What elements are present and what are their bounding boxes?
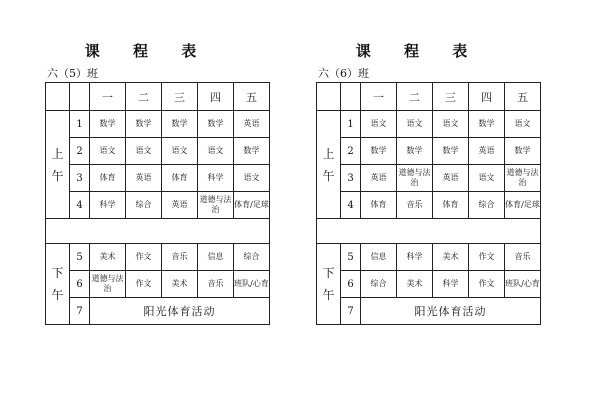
- day-header: 五: [234, 83, 270, 111]
- period-number: 2: [341, 138, 361, 165]
- header-period: [70, 83, 90, 111]
- schedule-title: 课 程 表: [355, 42, 482, 60]
- morning-label: [46, 111, 70, 219]
- header-row: [317, 83, 541, 111]
- period-number: 1: [70, 111, 90, 138]
- afternoon-label-char: 午: [322, 288, 335, 302]
- subject-cell: 作文: [126, 271, 162, 298]
- subject-cell: 道德与法治: [505, 165, 541, 192]
- period-number: 7: [70, 298, 90, 325]
- morning-label: [317, 111, 341, 219]
- subject-cell: 数学: [234, 138, 270, 165]
- subject-cell: 美术: [433, 244, 469, 271]
- subject-cell: 美术: [90, 244, 126, 271]
- subject-cell: 数学: [505, 138, 541, 165]
- subject-cell: 体育: [162, 165, 198, 192]
- subject-cell: 班队/心育: [505, 271, 541, 298]
- day-header: 一: [90, 83, 126, 111]
- period-number: 3: [341, 165, 361, 192]
- schedule-table: [45, 82, 270, 325]
- subject-cell: 作文: [126, 244, 162, 271]
- subject-cell: 语文: [90, 138, 126, 165]
- subject-cell: 体育: [90, 165, 126, 192]
- subject-cell: 体育: [433, 192, 469, 219]
- period-number: 1: [341, 111, 361, 138]
- activity-row: [46, 298, 270, 325]
- period-row: [317, 244, 541, 271]
- subject-cell: 数学: [397, 138, 433, 165]
- subject-cell: 音乐: [505, 244, 541, 271]
- morning-label-text: [46, 143, 69, 187]
- subject-cell: 道德与法治: [90, 271, 126, 298]
- subject-cell: 数学: [162, 111, 198, 138]
- period-row: [46, 244, 270, 271]
- subject-cell: 英语: [433, 165, 469, 192]
- subject-cell: 音乐: [198, 271, 234, 298]
- morning-label-text: [317, 143, 340, 187]
- subject-cell: 数学: [433, 138, 469, 165]
- period-row: [317, 138, 541, 165]
- subject-cell: 语文: [505, 111, 541, 138]
- header-period: [341, 83, 361, 111]
- subject-cell: 班队/心育: [234, 271, 270, 298]
- period-number: 7: [341, 298, 361, 325]
- subject-cell: 体育/足球: [234, 192, 270, 219]
- afternoon-label-char: 下: [322, 266, 335, 280]
- day-header: 一: [361, 83, 397, 111]
- subject-cell: 综合: [469, 192, 505, 219]
- morning-label-char: 上: [322, 146, 335, 161]
- header-row: [46, 83, 270, 111]
- period-row: [46, 111, 270, 138]
- period-number: 6: [70, 271, 90, 298]
- subject-cell: 英语: [162, 192, 198, 219]
- subject-cell: 信息: [361, 244, 397, 271]
- period-row: [46, 271, 270, 298]
- subject-cell: 体育: [361, 192, 397, 219]
- day-header: 三: [433, 83, 469, 111]
- subject-cell: 语文: [126, 138, 162, 165]
- period-row: [317, 271, 541, 298]
- day-header: 二: [126, 83, 162, 111]
- period-row: [46, 192, 270, 219]
- subject-cell: 科学: [397, 244, 433, 271]
- afternoon-label-char: 午: [51, 288, 64, 302]
- activity-label: 阳光体育活动: [90, 298, 270, 325]
- day-header: 三: [162, 83, 198, 111]
- period-number: 2: [70, 138, 90, 165]
- subject-cell: 数学: [198, 111, 234, 138]
- class-name: 六（5）班: [47, 67, 98, 80]
- subject-cell: 音乐: [162, 244, 198, 271]
- subject-cell: 体育/足球: [505, 192, 541, 219]
- subject-cell: 语文: [469, 165, 505, 192]
- afternoon-label-text: [46, 262, 69, 306]
- schedule-table: [316, 82, 541, 325]
- subject-cell: 语文: [397, 111, 433, 138]
- morning-label-char: 午: [51, 168, 64, 183]
- subject-cell: 英语: [469, 138, 505, 165]
- class-name: 六（6）班: [318, 67, 369, 80]
- period-row: [317, 111, 541, 138]
- morning-label-char: 午: [322, 168, 335, 183]
- subject-cell: 信息: [198, 244, 234, 271]
- subject-cell: 数学: [361, 138, 397, 165]
- morning-label-char: 上: [51, 146, 64, 161]
- subject-cell: 科学: [198, 165, 234, 192]
- subject-cell: 语文: [234, 165, 270, 192]
- subject-cell: 美术: [162, 271, 198, 298]
- break-row: [317, 219, 541, 244]
- period-row: [46, 165, 270, 192]
- activity-row: [317, 298, 541, 325]
- subject-cell: 美术: [397, 271, 433, 298]
- period-row: [46, 138, 270, 165]
- day-header: 二: [397, 83, 433, 111]
- day-header: 四: [469, 83, 505, 111]
- subject-cell: 英语: [361, 165, 397, 192]
- afternoon-label-char: 下: [51, 266, 64, 280]
- break-cell: [46, 219, 270, 244]
- subject-cell: 综合: [234, 244, 270, 271]
- period-row: [317, 192, 541, 219]
- subject-cell: 科学: [90, 192, 126, 219]
- break-cell: [317, 219, 541, 244]
- subject-cell: 数学: [126, 111, 162, 138]
- activity-label: 阳光体育活动: [361, 298, 541, 325]
- subject-cell: 语文: [361, 111, 397, 138]
- subject-cell: 科学: [433, 271, 469, 298]
- subject-cell: 数学: [469, 111, 505, 138]
- period-number: 4: [70, 192, 90, 219]
- header-corner: [317, 83, 341, 111]
- period-number: 4: [341, 192, 361, 219]
- day-header: 四: [198, 83, 234, 111]
- subject-cell: 作文: [469, 244, 505, 271]
- subject-cell: 作文: [469, 271, 505, 298]
- schedule-title: 课 程 表: [84, 42, 211, 60]
- break-row: [46, 219, 270, 244]
- subject-cell: 综合: [126, 192, 162, 219]
- header-corner: [46, 83, 70, 111]
- period-number: 5: [70, 244, 90, 271]
- subject-cell: 综合: [361, 271, 397, 298]
- subject-cell: 语文: [433, 111, 469, 138]
- period-number: 3: [70, 165, 90, 192]
- subject-cell: 音乐: [397, 192, 433, 219]
- subject-cell: 语文: [198, 138, 234, 165]
- afternoon-label: [46, 244, 70, 325]
- subject-cell: 英语: [126, 165, 162, 192]
- period-number: 5: [341, 244, 361, 271]
- day-header: 五: [505, 83, 541, 111]
- afternoon-label-text: [317, 262, 340, 306]
- subject-cell: 道德与法治: [198, 192, 234, 219]
- subject-cell: 道德与法治: [397, 165, 433, 192]
- period-row: [317, 165, 541, 192]
- afternoon-label: [317, 244, 341, 325]
- subject-cell: 数学: [90, 111, 126, 138]
- subject-cell: 英语: [234, 111, 270, 138]
- subject-cell: 语文: [162, 138, 198, 165]
- period-number: 6: [341, 271, 361, 298]
